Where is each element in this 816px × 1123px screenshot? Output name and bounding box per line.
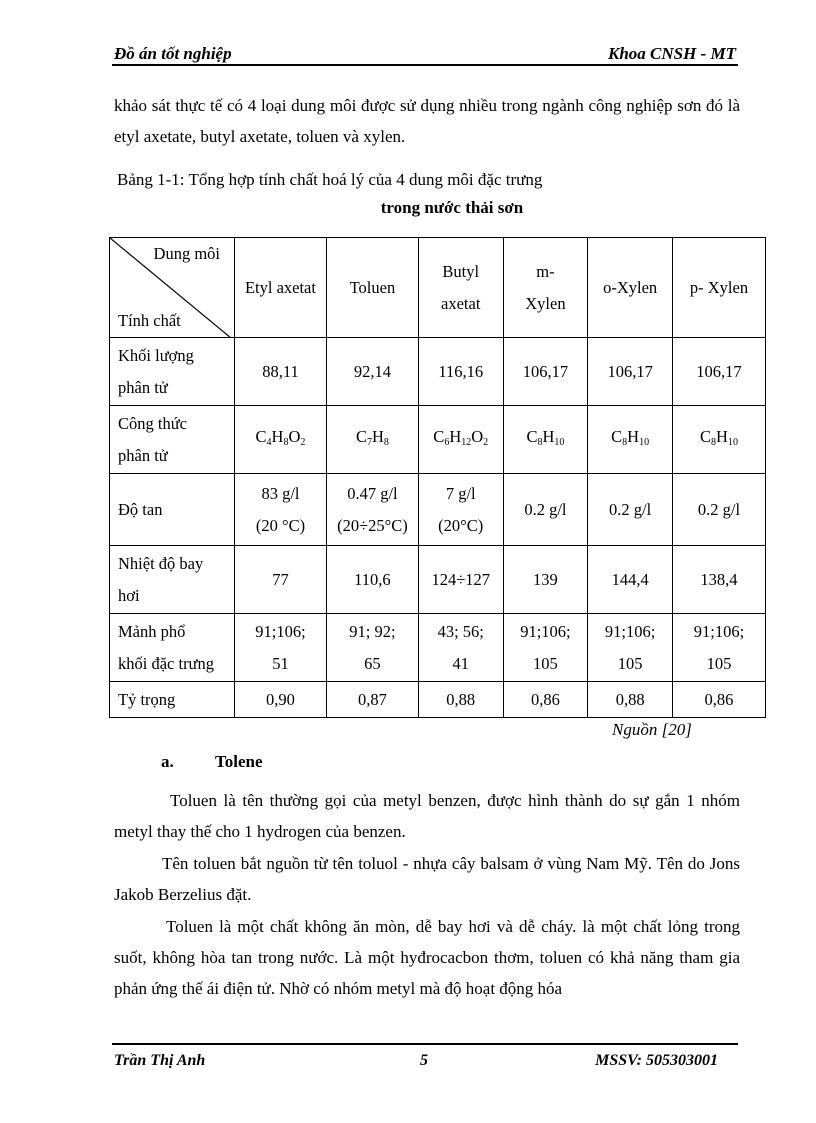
cell-text: o-Xylen — [603, 277, 658, 297]
page-number: 5 — [420, 1052, 428, 1069]
table-cell — [503, 406, 588, 474]
column-header — [418, 238, 503, 338]
table-cell — [418, 338, 503, 406]
table-cell — [418, 474, 503, 546]
column-header — [326, 238, 418, 338]
table-row — [110, 682, 766, 718]
cell-text: Xylen — [525, 293, 566, 313]
cell-text: 144,4 — [611, 569, 649, 589]
row-label — [110, 474, 235, 546]
cell-text: 105 — [533, 653, 558, 673]
cell-text: $C_7H_8$ — [355, 426, 389, 448]
cell-text: 139 — [533, 569, 558, 589]
row-label — [110, 406, 235, 474]
table-cell — [326, 406, 418, 474]
table-cell — [326, 682, 418, 718]
table-row — [110, 406, 766, 474]
corner-property-label: Tính chất — [118, 311, 181, 330]
cell-text: Công thức — [118, 413, 187, 433]
cell-text: 0,88 — [615, 689, 645, 709]
cell-text: 105 — [706, 653, 732, 673]
table-row — [110, 614, 766, 682]
cell-text: phân tử — [118, 377, 168, 397]
cell-text: 0.47 g/l — [347, 483, 398, 503]
cell-text: 65 — [364, 653, 381, 673]
table-cell — [672, 546, 765, 614]
cell-text: $C_8H_{10}$ — [611, 426, 650, 448]
table-cell — [503, 338, 588, 406]
cell-text: p- Xylen — [689, 277, 749, 297]
cell-text: 0,88 — [446, 689, 476, 709]
cell-text: hơi — [118, 585, 140, 605]
cell-text: 0,86 — [530, 689, 560, 709]
cell-text: 105 — [617, 653, 643, 673]
section-number: a. — [161, 752, 174, 771]
cell-text: Etyl axetat — [244, 277, 316, 297]
cell-text: 7 g/l — [445, 483, 476, 503]
table-cell — [672, 474, 765, 546]
column-header — [588, 238, 673, 338]
page-footer — [112, 1050, 738, 1074]
table-cell — [235, 682, 327, 718]
intro-paragraph: khảo sát thực tế có 4 loại dung môi được sử dụng nhiều trong ngành công nghiệp sơn đó là etyl axetate, butyl axetate, toluen và xylen. — [114, 96, 740, 146]
table-row — [110, 474, 766, 546]
table-cell — [235, 546, 327, 614]
cell-text: 91;106; — [604, 621, 656, 641]
cell-text: 106,17 — [607, 361, 653, 381]
cell-text: 41 — [452, 653, 469, 673]
row-label — [110, 614, 235, 682]
cell-text: 110,6 — [354, 569, 391, 589]
cell-text: $C_8H_{10}$ — [700, 426, 738, 448]
paragraph-2: Tên toluen bắt nguồn từ tên toluol - nhựa cây balsam ở vùng Nam Mỹ. Tên do Jons Jakob Berzelius đặt. — [114, 854, 740, 904]
cell-text: 0,90 — [266, 689, 295, 709]
table-cell — [418, 682, 503, 718]
footer-author: Trần Thị Anh — [114, 1052, 206, 1069]
column-header — [672, 238, 765, 338]
cell-text: 138,4 — [700, 569, 738, 589]
table-corner-cell — [110, 238, 235, 338]
table-cell — [326, 546, 418, 614]
cell-text: 0.2 g/l — [609, 499, 652, 519]
page-header — [112, 38, 738, 66]
cell-text: (20÷25°C) — [337, 515, 408, 535]
paragraph-3: Toluen là một chất không ăn mòn, dễ bay hơi và dễ cháy. là một chất lỏng trong suốt, không hòa tan trong nước. Là một hyđrocacbon thơm, toluen có khả năng tham gia phản ứng thế ái điện tử. Nhờ có nhóm metyl mà độ hoạt động hóa — [114, 917, 740, 998]
table-cell — [588, 614, 673, 682]
cell-text: 91;106; — [520, 621, 571, 641]
table-cell — [235, 338, 327, 406]
cell-text: Butyl — [442, 261, 480, 281]
cell-text: $C_6H_{12}O_2$ — [433, 426, 489, 448]
cell-text: phân tử — [118, 445, 168, 465]
table-cell — [672, 614, 765, 682]
table-cell — [418, 614, 503, 682]
table-cell — [503, 614, 588, 682]
table-cell — [588, 682, 673, 718]
header-thesis-title: Đồ án tốt nghiệp — [114, 44, 232, 63]
table-cell — [235, 474, 327, 546]
cell-text: Độ tan — [118, 499, 163, 519]
cell-text: (20 °C) — [255, 515, 306, 535]
table-cell — [418, 406, 503, 474]
cell-text: Tỷ trọng — [118, 689, 176, 709]
cell-text: 83 g/l — [261, 483, 300, 503]
cell-text: 0.2 g/l — [697, 499, 741, 519]
cell-text: $C_8H_{10}$ — [526, 426, 565, 448]
section-title: Tolene — [215, 752, 263, 771]
footer-student-id: MSSV: 505303001 — [595, 1052, 718, 1069]
paragraph-1: Toluen là tên thường gọi của metyl benzen, được hình thành do sự gắn 1 nhóm metyl thay thế cho 1 hydrogen của benzen. — [114, 791, 740, 841]
table-cell — [672, 338, 765, 406]
header-rule — [112, 64, 738, 66]
table-cell — [503, 546, 588, 614]
cell-text: 91;106; — [693, 621, 745, 641]
column-header — [503, 238, 588, 338]
cell-text: 92,14 — [353, 361, 391, 381]
header-faculty: Khoa CNSH - MT — [608, 44, 736, 63]
table-cell — [418, 546, 503, 614]
cell-text: 43; 56; — [437, 621, 484, 641]
table-cell — [672, 406, 765, 474]
cell-text: 0,87 — [357, 689, 387, 709]
cell-text: Toluen — [349, 277, 396, 297]
table-cell — [503, 474, 588, 546]
cell-text: 51 — [272, 653, 289, 673]
cell-text: 116,16 — [438, 361, 484, 381]
table-source: Nguồn [20] — [612, 720, 692, 739]
table-row — [110, 546, 766, 614]
cell-text: Nhiệt độ bay — [118, 553, 204, 573]
table-cell — [326, 614, 418, 682]
table-cell — [588, 474, 673, 546]
cell-text: Mảnh phổ — [118, 621, 186, 641]
cell-text: $C_4H_8O_2$ — [255, 426, 306, 448]
cell-text: 77 — [272, 569, 289, 589]
cell-text: Khối lượng — [118, 345, 194, 365]
solvent-properties-table — [109, 237, 766, 718]
column-header — [235, 238, 327, 338]
table-cell — [235, 406, 327, 474]
table-cell — [235, 614, 327, 682]
cell-text: 124÷127 — [431, 569, 490, 589]
table-caption: Bảng 1-1: Tổng hợp tính chất hoá lý của 4 dung môi đặc trưng — [117, 170, 543, 189]
cell-text: (20°C) — [438, 515, 484, 535]
cell-text: 106,17 — [522, 361, 569, 381]
cell-text: axetat — [441, 293, 481, 313]
row-label — [110, 682, 235, 718]
cell-text: 91; 92; — [349, 621, 396, 641]
table-cell — [588, 338, 673, 406]
cell-text: 0.2 g/l — [524, 499, 567, 519]
table-cell — [326, 474, 418, 546]
footer-rule — [112, 1043, 738, 1045]
table-cell — [503, 682, 588, 718]
table-cell — [326, 338, 418, 406]
cell-text: m- — [536, 261, 555, 281]
row-label — [110, 546, 235, 614]
cell-text: 0,86 — [704, 689, 734, 709]
cell-text: 88,11 — [262, 361, 299, 381]
table-cell — [588, 406, 673, 474]
table-cell — [672, 682, 765, 718]
cell-text: 106,17 — [696, 361, 742, 381]
table-caption-subtitle: trong nước thải sơn — [380, 198, 524, 217]
row-label — [110, 338, 235, 406]
table-row — [110, 338, 766, 406]
cell-text: 91;106; — [255, 621, 306, 641]
cell-text: khối đặc trưng — [118, 653, 215, 673]
corner-solvent-label: Dung môi — [153, 244, 220, 263]
table-cell — [588, 546, 673, 614]
table-header-row — [110, 238, 766, 338]
